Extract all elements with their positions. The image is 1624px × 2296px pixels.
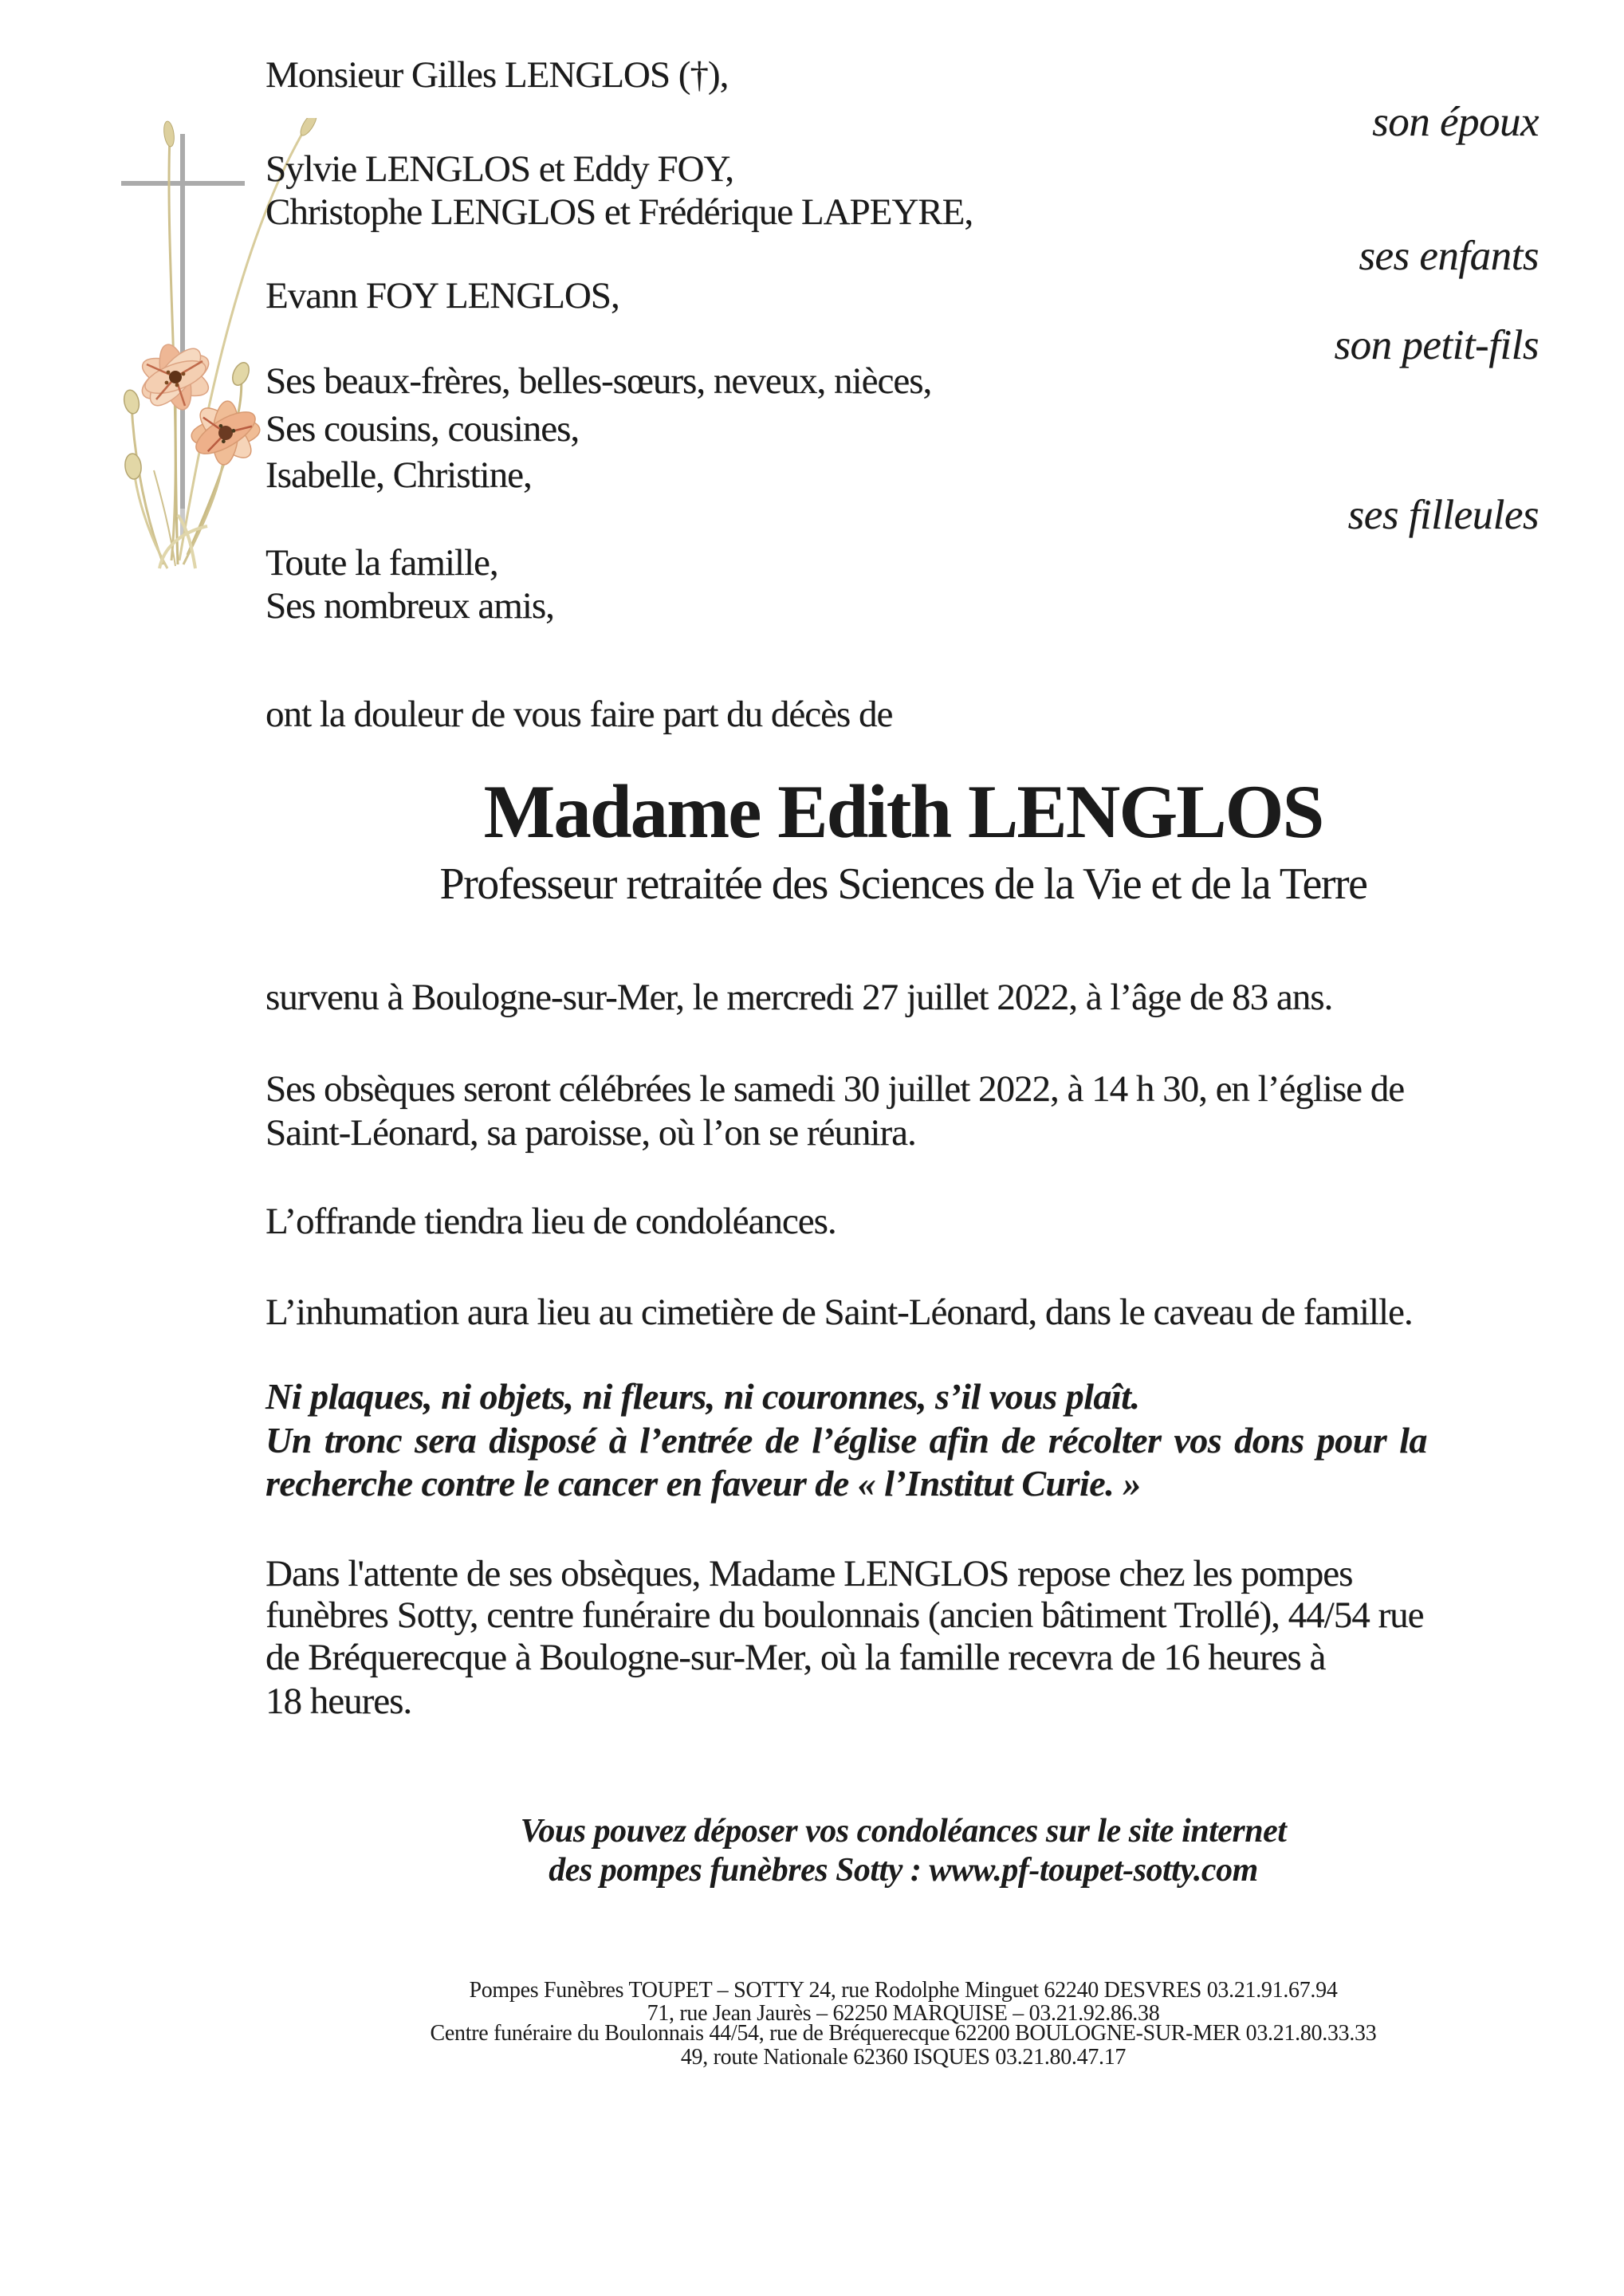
family-line: Isabelle, Christine, xyxy=(265,454,532,496)
intro-line: ont la douleur de vous faire part du décès de xyxy=(265,694,893,735)
funeral-home-footer-line: Pompes Funèbres TOUPET – SOTTY 24, rue Rodolphe Minguet 62240 DESVRES 03.21.91.67.94 xyxy=(469,1978,1338,2003)
relationship-label: ses filleules xyxy=(1347,492,1539,538)
notice-burial-line: L’inhumation aura lieu au cimetière de Saint-Léonard, dans le caveau de famille. xyxy=(265,1292,1413,1333)
family-line: Evann FOY LENGLOS, xyxy=(265,275,619,316)
funeral-home-footer-line: Centre funéraire du Boulonnais 44/54, rue de Bréquerecque 62200 BOULOGNE-SUR-MER 03.21.80.33.33 xyxy=(430,2021,1377,2046)
notice-ceremony-line: Saint-Léonard, sa paroisse, où l’on se réunira. xyxy=(265,1112,916,1154)
family-line: Toute la famille, xyxy=(265,542,498,584)
poppy-flower xyxy=(182,391,270,474)
condolences-website-line: des pompes funèbres Sotty : www.pf-toupet-sotty.com xyxy=(549,1852,1258,1889)
request-line: Un tronc sera disposé à l’entrée de l’église afin de récolter vos dons pour la xyxy=(265,1420,1427,1461)
notice-ceremony-line: Ses obsèques seront célébrées le samedi 30 juillet 2022, à 14 h 30, en l’église de xyxy=(265,1068,1405,1110)
family-line: Christophe LENGLOS et Frédérique LAPEYRE, xyxy=(265,191,973,233)
family-line: Ses cousins, cousines, xyxy=(265,408,580,450)
notice-death-line: survenu à Boulogne-sur-Mer, le mercredi 27 juillet 2022, à l’âge de 83 ans. xyxy=(265,977,1333,1018)
repose-line: Dans l'attente de ses obsèques, Madame LENGLOS repose chez les pompes xyxy=(265,1553,1353,1594)
repose-line: 18 heures. xyxy=(265,1681,412,1722)
notice-offering-line: L’offrande tiendra lieu de condoléances. xyxy=(265,1201,836,1242)
condolences-line: Vous pouvez déposer vos condoléances sur le site internet xyxy=(520,1813,1287,1850)
family-line: Monsieur Gilles LENGLOS (†), xyxy=(265,54,729,96)
deceased-profession: Professeur retraitée des Sciences de la Vie et de la Terre xyxy=(439,859,1367,909)
relationship-label: ses enfants xyxy=(1359,233,1539,279)
family-line: Sylvie LENGLOS et Eddy FOY, xyxy=(265,148,734,190)
relationship-label: son époux xyxy=(1372,99,1539,145)
request-line: Ni plaques, ni objets, ni fleurs, ni couronnes, s’il vous plaît. xyxy=(265,1376,1140,1417)
poppy-flower xyxy=(136,341,214,414)
deceased-name: Madame Edith LENGLOS xyxy=(483,769,1323,854)
funeral-home-footer-line: 71, rue Jean Jaurès – 62250 MARQUISE – 03.21.92.86.38 xyxy=(647,2001,1160,2026)
repose-line: funèbres Sotty, centre funéraire du boulonnais (ancien bâtiment Trollé), 44/54 rue xyxy=(265,1594,1424,1636)
request-line: recherche contre le cancer en faveur de « l’Institut Curie. » xyxy=(265,1463,1141,1504)
relationship-label: son petit-fils xyxy=(1334,322,1539,368)
family-line: Ses nombreux amis, xyxy=(265,585,554,627)
family-line: Ses beaux-frères, belles-sœurs, neveux, nièces, xyxy=(265,360,932,402)
repose-line: de Bréquerecque à Boulogne-sur-Mer, où la famille recevra de 16 heures à xyxy=(265,1637,1326,1678)
funeral-home-footer-line: 49, route Nationale 62360 ISQUES 03.21.80.47.17 xyxy=(680,2045,1127,2070)
